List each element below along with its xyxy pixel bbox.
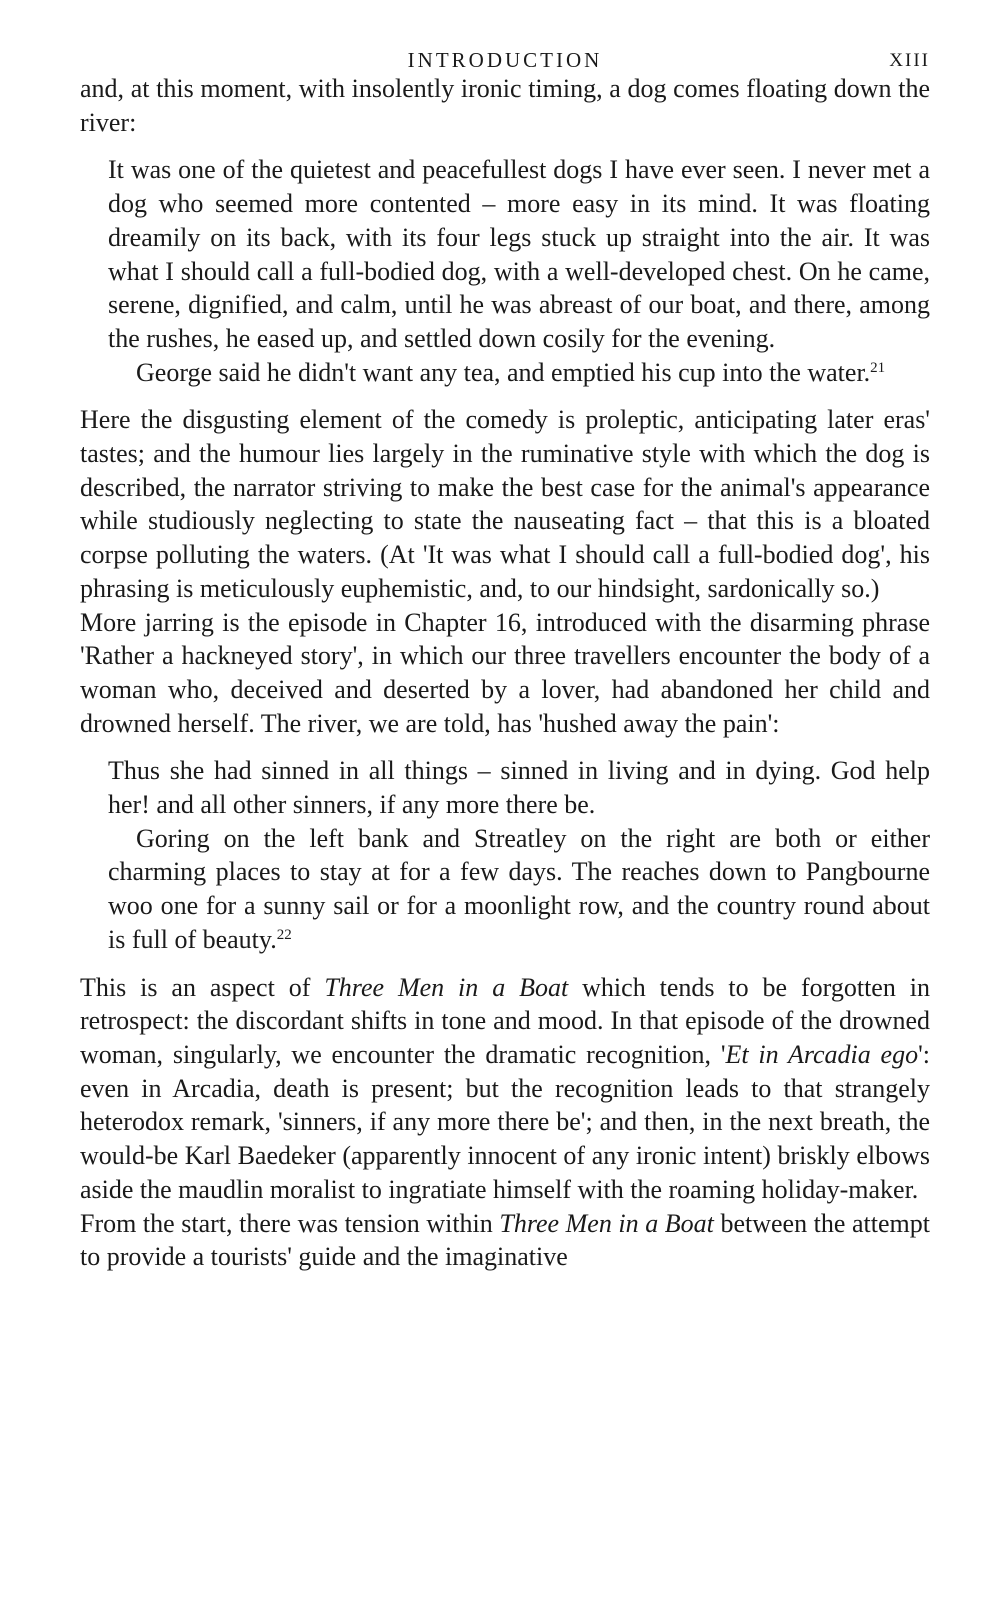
text-run: This is an aspect of [80, 972, 325, 1002]
quote-text: George said he didn't want any tea, and emptied his cup into the water. [136, 357, 871, 387]
footnote-ref: 22 [276, 926, 292, 943]
running-head [80, 40, 930, 72]
block-quote-drowned [108, 754, 930, 956]
quote-paragraph-george [108, 356, 930, 390]
quote-paragraph: It was one of the quietest and peacefullest dogs I have ever seen. I never met a dog who seemed more contented – more easy in its mind. It was floating dreamily on its back, with its four legs stuck up straight into the air. It was what I should call a full-bodied dog, with a well-developed chest. On he came, serene, dignified, and calm, until he was abreast of our boat, and there, among the rushes, he eased up, and settled down cosily for the evening. [108, 155, 930, 353]
text-run: between the attempt to provide a tourists' guide and the imaginative [80, 1208, 930, 1272]
quote-paragraph-goring [108, 822, 930, 957]
book-title: Three Men in a Boat [324, 972, 569, 1002]
quote-text: Goring on the left bank and Streatley on the right are both or either charming places to stay at for a few days. The reaches down to Pangbourne woo one for a sunny sail or for a moonlight row, and the country round about is full of beauty. [108, 823, 930, 954]
book-title: Three Men in a Boat [499, 1208, 714, 1238]
paragraph-intro: and, at this moment, with insolently ironic timing, a dog comes floating down the river: [80, 74, 930, 137]
running-title: INTRODUCTION [407, 48, 603, 72]
block-quote-dog [108, 153, 930, 389]
paragraph-tension [80, 1207, 930, 1274]
paragraph-proleptic: Here the disgusting element of the comedy is proleptic, anticipating later eras' tastes; and the humour lies largely in the ruminative style with which the dog is described, the narrator striving to make the best case for the animal's appearance while studiously neglecting to state the nauseating fact – that this is a bloated corpse polluting the waters. (At 'It was what I should call a full-bodied dog', his phrasing is meticulously euphemistic, and, to our hindsight, sardonically so.) [80, 405, 930, 603]
paragraph-aspect [80, 971, 930, 1207]
page [80, 40, 930, 1274]
paragraph-jarring: More jarring is the episode in Chapter 16, introduced with the disarming phrase 'Rather a hackneyed story', in which our three travellers encounter the body of a woman who, deceived and deserted by a lover, had abandoned her child and drowned herself. The river, we are told, has 'hushed away the pain': [80, 607, 930, 738]
footnote-ref: 21 [870, 359, 886, 376]
text-run: which tends to be forgotten in retrospect: the discordant shifts in tone and mood. In that episode of the drowned woman, singularly, we encounter the dramatic recognition, ' [80, 972, 930, 1069]
quote-paragraph: Thus she had sinned in all things – sinned in living and in dying. God help her! and all other sinners, if any more there be. [108, 756, 930, 820]
text-run: From the start, there was tension within [80, 1208, 500, 1238]
body-text [80, 72, 930, 1274]
page-number: XIII [889, 50, 930, 71]
latin-phrase: Et in Arcadia ego [725, 1039, 919, 1069]
text-run: ': even in Arcadia, death is present; but the recognition leads to that strangely heterodox remark, 'sinners, if any more there be'; and then, in the next breath, the would-be Karl Baedeker (apparently innocent of any ironic intent) briskly elbows aside the maudlin moralist to ingratiate himself with the roaming holiday-maker. [80, 1039, 930, 1204]
